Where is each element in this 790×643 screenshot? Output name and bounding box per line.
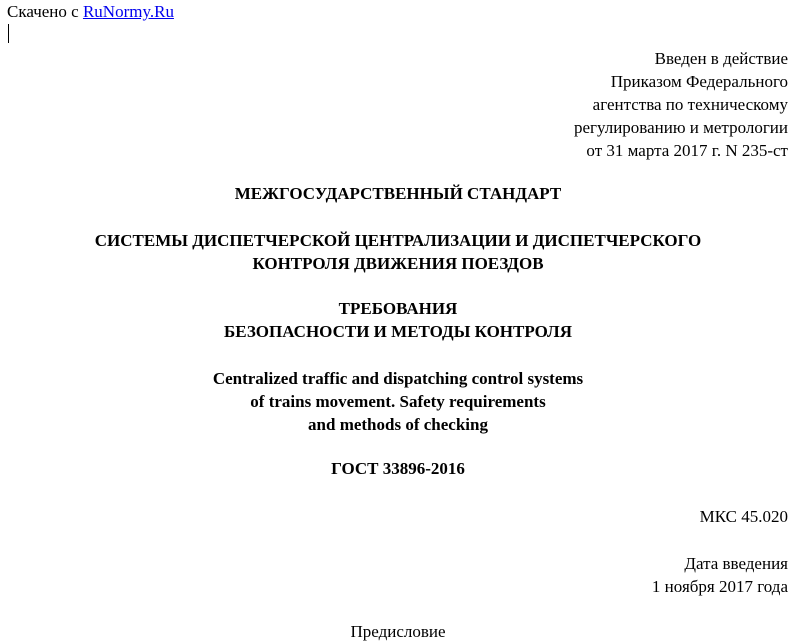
title-en-line: of trains movement. Safety requirements (250, 392, 546, 411)
gost-number: ГОСТ 33896-2016 (331, 459, 465, 478)
intro-date-value: 1 ноября 2017 года (651, 577, 788, 596)
enactment-line: Введен в действие (654, 49, 788, 68)
title-en (0, 367, 790, 436)
foreword-heading: Предисловие (350, 622, 446, 641)
title-en-line: Centralized traffic and dispatching control systems (212, 369, 584, 388)
mks-code: МКС 45.020 (699, 507, 788, 526)
source-link[interactable]: RuNormy.Ru (82, 2, 174, 21)
title-ru (0, 229, 790, 275)
source-prefix: Скачено с (7, 2, 83, 21)
standard-type-heading: МЕЖГОСУДАРСТВЕННЫЙ СТАНДАРТ (234, 184, 562, 203)
source-line (7, 2, 174, 22)
title-en-line: and methods of checking (308, 415, 488, 434)
subtitle-ru (0, 297, 790, 343)
enactment-line: Приказом Федерального (610, 72, 788, 91)
subtitle-ru-line: ТРЕБОВАНИЯ (338, 299, 458, 318)
enactment-line: агентства по техническому (592, 95, 788, 114)
enactment-block (574, 47, 788, 162)
title-ru-line: СИСТЕМЫ ДИСПЕТЧЕРСКОЙ ЦЕНТРАЛИЗАЦИИ И ДИСПЕТЧЕРСКОГО (94, 231, 702, 250)
intro-date-label: Дата введения (684, 554, 788, 573)
subtitle-ru-line: БЕЗОПАСНОСТИ И МЕТОДЫ КОНТРОЛЯ (224, 322, 572, 341)
enactment-line: от 31 марта 2017 г. N 235-ст (586, 141, 788, 160)
enactment-line: регулированию и метрологии (573, 118, 788, 137)
intro-date-block (652, 552, 788, 598)
title-ru-line: КОНТРОЛЯ ДВИЖЕНИЯ ПОЕЗДОВ (252, 254, 544, 273)
text-cursor (8, 24, 9, 43)
